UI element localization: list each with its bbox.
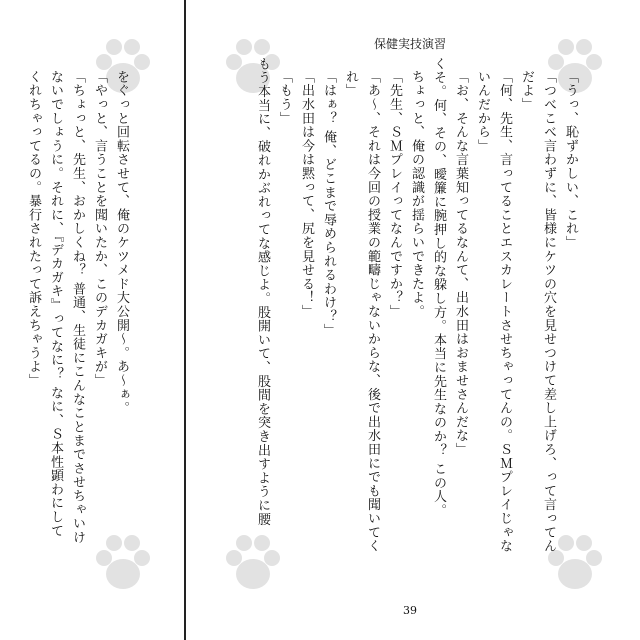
running-head: 保健実技演習 xyxy=(373,37,446,51)
text-line: ないでしょうに。それに、『デカガキ』ってなに？ なに、Ｓ本性顕わにして xyxy=(48,70,63,538)
text-line: 「あ～、それは今回の授業の範疇じゃないからな、後で出水田にでも聞いてく xyxy=(365,70,380,553)
text-line: ちょっと、俺の認識が揺らいできたよ。 xyxy=(409,70,424,319)
text-line: いんだから」 xyxy=(475,70,490,153)
text-line: をぐっと回転させて、俺のケツメド大公開～。あ～ぁ。 xyxy=(114,70,129,415)
text-line: れ」 xyxy=(343,70,358,98)
text-line: 「出水田は今は黙って、尻を見せる！」 xyxy=(299,70,314,319)
text-line: 「やっと、言うことを聞いたか、このデカガキが」 xyxy=(92,70,107,388)
text-line: もう本当に、破れかぶれってな感じよ。股開いて、股間を突き出すように腰 xyxy=(255,57,270,527)
text-line: 「うっ、恥ずかしい、これ」 xyxy=(563,70,578,250)
text-line: 「ちょっと、先生、おかしくね？ 普通、生徒にこんなことまでさせちゃいけ xyxy=(70,70,85,545)
page-number: 39 xyxy=(403,604,417,617)
text-line: 「何、先生、言ってることエスカレートさせちゃってんの。ＳＭプレイじゃな xyxy=(497,70,512,553)
text-line: くれちゃってるの。暴行されたって訴えちゃうよ」 xyxy=(26,70,41,388)
page-gutter-line xyxy=(184,0,186,640)
text-line: だよ」 xyxy=(519,70,534,112)
text-line: 「はぁ？ 俺、どこまで辱められるわけ？」 xyxy=(321,70,336,338)
text-line: くそ。何、その、曖簾に腕押し的な躱し方。本当に先生なのか？ この人。 xyxy=(431,57,446,518)
paw-print-icon xyxy=(218,528,288,598)
text-line: 「お、そんな言葉知ってるなんて、出水田はおませさんだな」 xyxy=(453,70,468,457)
paw-print-icon xyxy=(88,528,158,598)
text-line: 「先生、ＳＭプレイってなんですか？」 xyxy=(387,70,402,319)
text-line: 「もう」 xyxy=(277,70,292,126)
text-line: 「つべこべ言わずに、皆様にケツの穴を見せつけて差し上げろ、って言ってん xyxy=(541,70,556,553)
